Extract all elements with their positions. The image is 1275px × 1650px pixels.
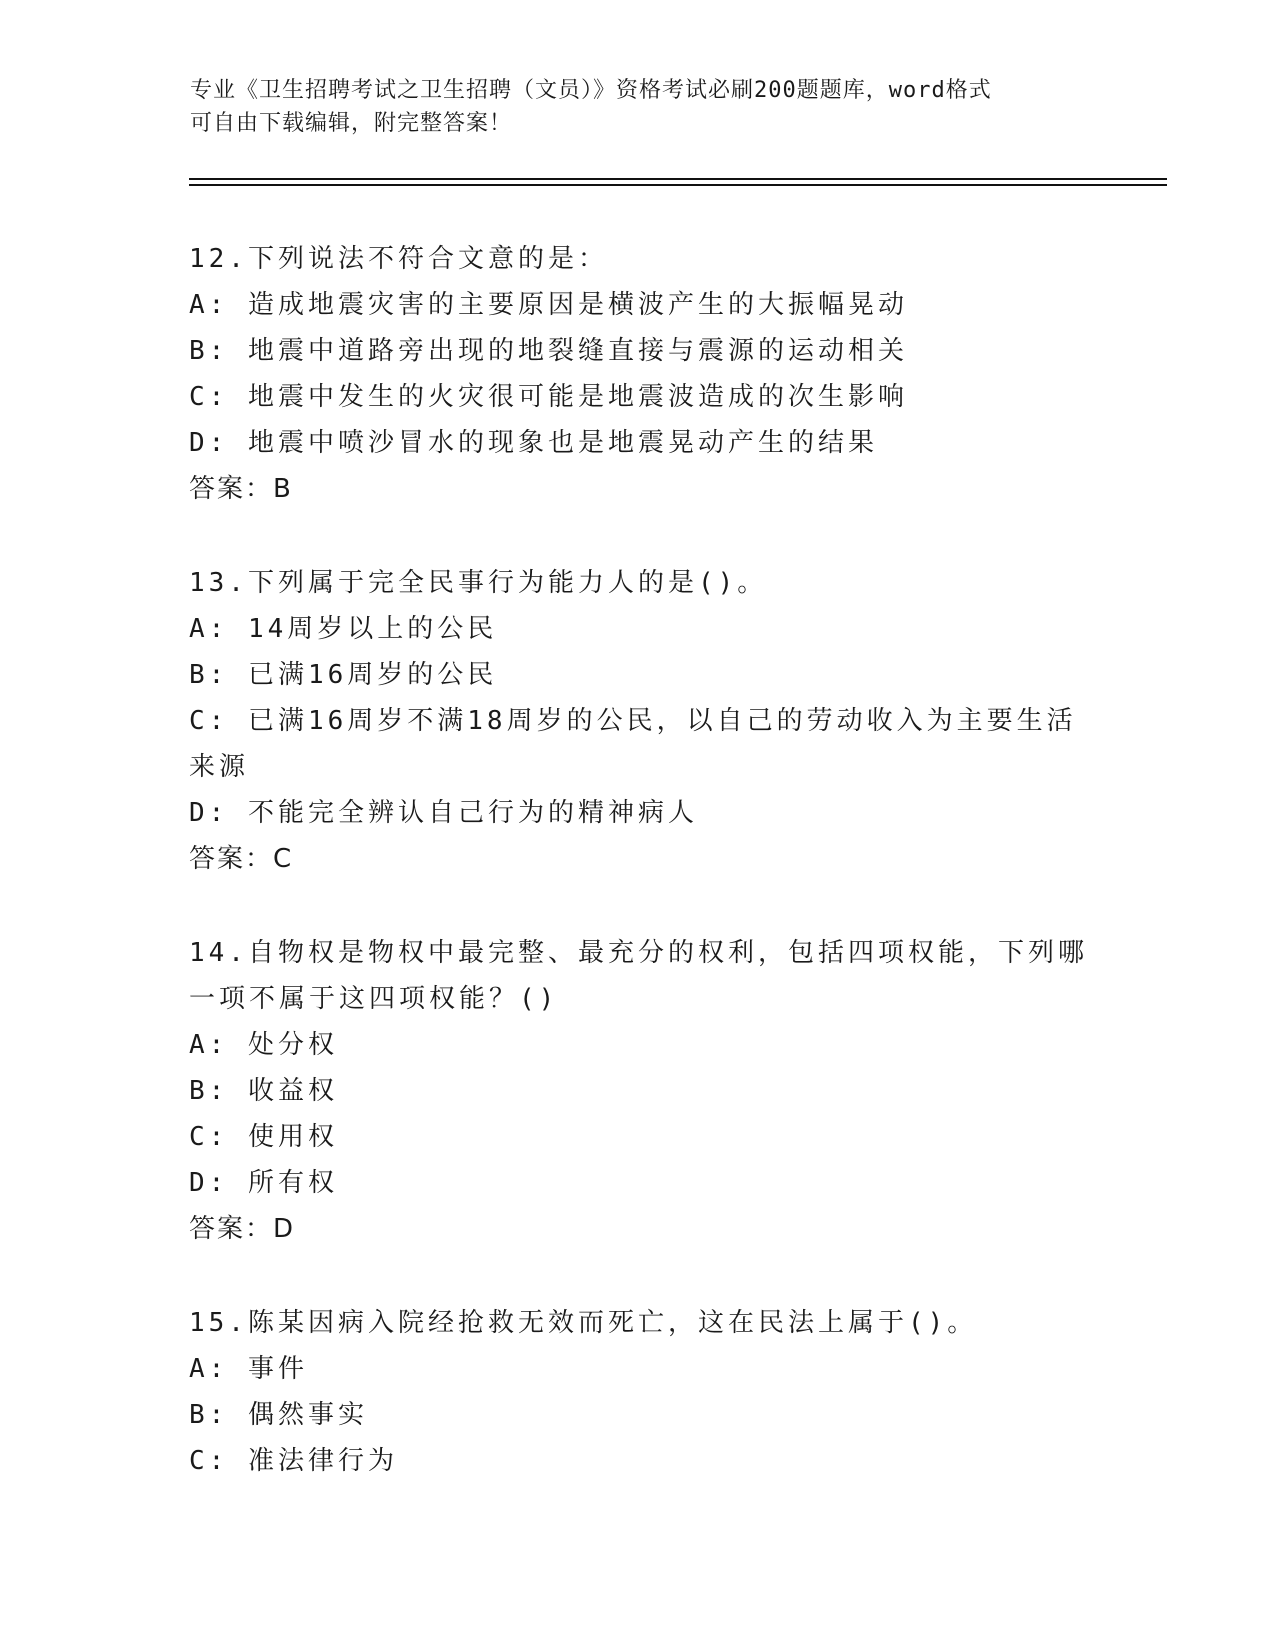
header-line-1: 专业《卫生招聘考试之卫生招聘（文员）》资格考试必刷200题题库，word格式 (190, 78, 992, 103)
question-stem: 13.下列属于完全民事行为能力人的是()。 (189, 568, 768, 598)
header-line-2: 可自由下载编辑，附完整答案！ (190, 111, 513, 136)
document-header (190, 74, 1090, 140)
answer-label: 答案：B (189, 474, 293, 504)
question-list (189, 236, 1089, 1532)
option-a: A: 造成地震灾害的主要原因是横波产生的大振幅晃动 (189, 290, 908, 320)
question-13 (189, 560, 1089, 882)
option-a: A: 14周岁以上的公民 (189, 614, 498, 644)
option-a: A: 处分权 (189, 1030, 338, 1060)
answer-label: 答案：C (189, 844, 294, 874)
option-c: C: 准法律行为 (189, 1446, 398, 1476)
option-c: C: 已满16周岁不满18周岁的公民，以自己的劳动收入为主要生活来源 (189, 706, 1077, 782)
option-c: C: 使用权 (189, 1122, 338, 1152)
question-14 (189, 930, 1089, 1252)
option-b: B: 地震中道路旁出现的地裂缝直接与震源的运动相关 (189, 336, 908, 366)
question-15 (189, 1300, 1089, 1484)
answer-label: 答案：D (189, 1214, 296, 1244)
option-b: B: 收益权 (189, 1076, 338, 1106)
option-a: A: 事件 (189, 1354, 308, 1384)
question-stem: 14.自物权是物权中最完整、最充分的权利，包括四项权能，下列哪一项不属于这四项权能？() (189, 938, 1088, 1014)
header-rule-top (189, 178, 1167, 180)
option-d: D: 地震中喷沙冒水的现象也是地震晃动产生的结果 (189, 428, 878, 458)
question-12 (189, 236, 1089, 512)
option-b: B: 偶然事实 (189, 1400, 368, 1430)
option-c: C: 地震中发生的火灾很可能是地震波造成的次生影响 (189, 382, 908, 412)
option-d: D: 所有权 (189, 1168, 338, 1198)
header-rule-bottom (189, 184, 1167, 186)
option-b: B: 已满16周岁的公民 (189, 660, 498, 690)
option-d: D: 不能完全辨认自己行为的精神病人 (189, 798, 698, 828)
question-stem: 12.下列说法不符合文意的是： (189, 244, 608, 274)
question-stem: 15.陈某因病入院经抢救无效而死亡，这在民法上属于()。 (189, 1308, 978, 1338)
